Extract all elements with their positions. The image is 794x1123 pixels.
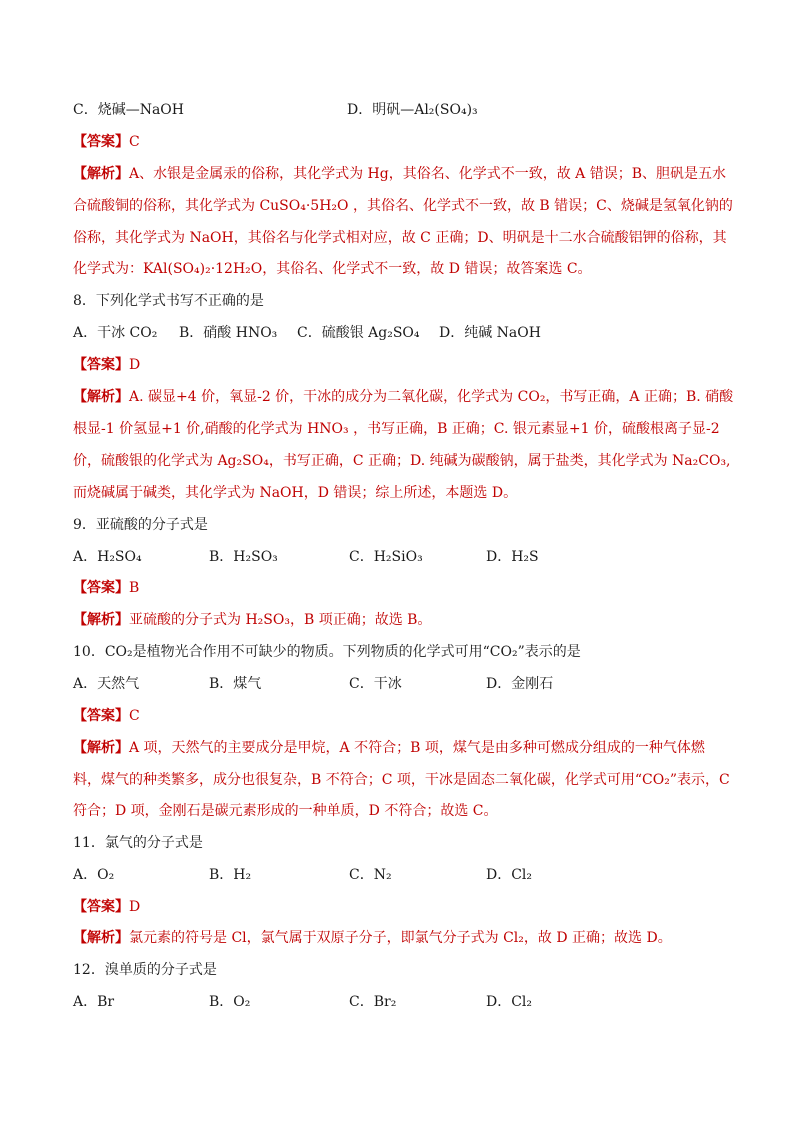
option-c: C．干冰 — [349, 676, 402, 692]
q10-options — [73, 674, 723, 694]
option-a: A．H₂SO₄ — [73, 549, 142, 565]
q10-analysis-line: 符合；D 项，金刚石是碳元素形成的一种单质，D 不符合；故选 C。 — [73, 803, 498, 819]
option-a: A．天然气 — [73, 676, 140, 692]
option-d: D．纯碱 NaOH — [439, 325, 541, 341]
q10-stem: 10．CO₂是植物光合作用不可缺少的物质。下列物质的化学式可用“CO₂”表示的是 — [73, 644, 581, 660]
option-d: D．H₂S — [486, 549, 539, 565]
q7-analysis-line: 俗称，其化学式为 NaOH，其俗名与化学式相对应，故 C 正确；D、明矾是十二水合硫酸铝钾的俗称，其 — [73, 230, 727, 246]
q10-analysis-line: 【解析】A 项，天然气的主要成分是甲烷，A 不符合；B 项，煤气是由多种可燃成分组成的一种气体燃 — [73, 740, 705, 756]
q9-options — [73, 547, 723, 567]
option-a: A．O₂ — [73, 867, 115, 883]
option-a: A．Br — [73, 994, 115, 1010]
q9-stem: 9．亚硫酸的分子式是 — [73, 517, 208, 533]
option-b: B．H₂ — [209, 867, 252, 883]
option-d: D．Cl₂ — [486, 867, 533, 883]
option-a: A．干冰 CO₂ — [73, 325, 158, 341]
q8-stem: 8．下列化学式书写不正确的是 — [73, 293, 264, 309]
answer-value: C — [129, 134, 140, 150]
q7-analysis-line: 合硫酸铜的俗称，其化学式为 CuSO₄·5H₂O ，其俗名、化学式不一致，故 B 错误；C、烧碱是氢氧化钠的 — [73, 198, 733, 214]
q8-analysis-line: 而烧碱属于碱类，其化学式为 NaOH，D 错误；综上所述，本题选 D。 — [73, 485, 518, 501]
option-d: D．Cl₂ — [486, 994, 533, 1010]
q8-analysis-line: 根显-1 价氢显+1 价,硝酸的化学式为 HNO₃ ，书写正确，B 正确；C. 银元素显+1 价，硫酸根离子显-2 — [73, 421, 720, 437]
q9-answer: 【答案】B — [73, 580, 140, 596]
q12-stem: 12．溴单质的分子式是 — [73, 962, 217, 978]
q10-answer: 【答案】C — [73, 708, 140, 724]
q8-options — [73, 323, 723, 343]
q7-answer — [73, 132, 140, 152]
q12-options — [73, 992, 723, 1012]
option-b: B．煤气 — [209, 676, 262, 692]
q11-stem: 11．氯气的分子式是 — [73, 835, 203, 851]
q8-answer: 【答案】D — [73, 357, 141, 373]
q8-analysis-line: 价，硫酸银的化学式为 Ag₂SO₄，书写正确，C 正确；D. 纯碱为碳酸钠，属于盐类，其化学式为 Na₂CO₃, — [73, 453, 731, 469]
q10-analysis-line: 料，煤气的种类繁多，成分也很复杂，B 不符合；C 项，干冰是固态二氧化碳，化学式可用“CO₂”表示，C — [73, 772, 730, 788]
option-c: C．Br₂ — [349, 994, 397, 1010]
option-c: C．H₂SiO₃ — [349, 549, 423, 565]
option-b: B．O₂ — [209, 994, 251, 1010]
q8-analysis-line: 【解析】A. 碳显+4 价，氧显-2 价，干冰的成分为二氧化碳，化学式为 CO₂，书写正确，A 正确；B. 硝酸 — [73, 389, 734, 405]
q11-analysis-line: 【解析】氯元素的符号是 Cl，氯气属于双原子分子，即氯气分子式为 Cl₂，故 D 正确；故选 D。 — [73, 930, 672, 946]
option-d: D．金刚石 — [486, 676, 554, 692]
q7-analysis-line: 化学式为：KAl(SO₄)₂·12H₂O，其俗名、化学式不一致，故 D 错误；故答案选 C。 — [73, 261, 592, 277]
q9-analysis-line: 【解析】亚硫酸的分子式为 H₂SO₃，B 项正确；故选 B。 — [73, 612, 432, 628]
answer-tag: 【答案】 — [73, 134, 129, 150]
q7-analysis-line: 【解析】A、水银是金属汞的俗称，其化学式为 Hg，其俗名、化学式不一致，故 A 错误；B、胆矾是五水 — [73, 166, 727, 182]
q11-answer: 【答案】D — [73, 899, 141, 915]
option-c: C．N₂ — [349, 867, 392, 883]
analysis-tag: 【解析】 — [73, 166, 129, 182]
option-d: D．明矾—Al₂(SO₄)₃ — [347, 102, 478, 118]
option-b: B．硝酸 HNO₃ — [179, 325, 278, 341]
option-b: B．H₂SO₃ — [209, 549, 278, 565]
prev-question-options — [73, 100, 723, 120]
q11-options — [73, 865, 723, 885]
option-c: C．硫酸银 Ag₂SO₄ — [297, 325, 420, 341]
option-c: C．烧碱—NaOH — [73, 102, 184, 118]
